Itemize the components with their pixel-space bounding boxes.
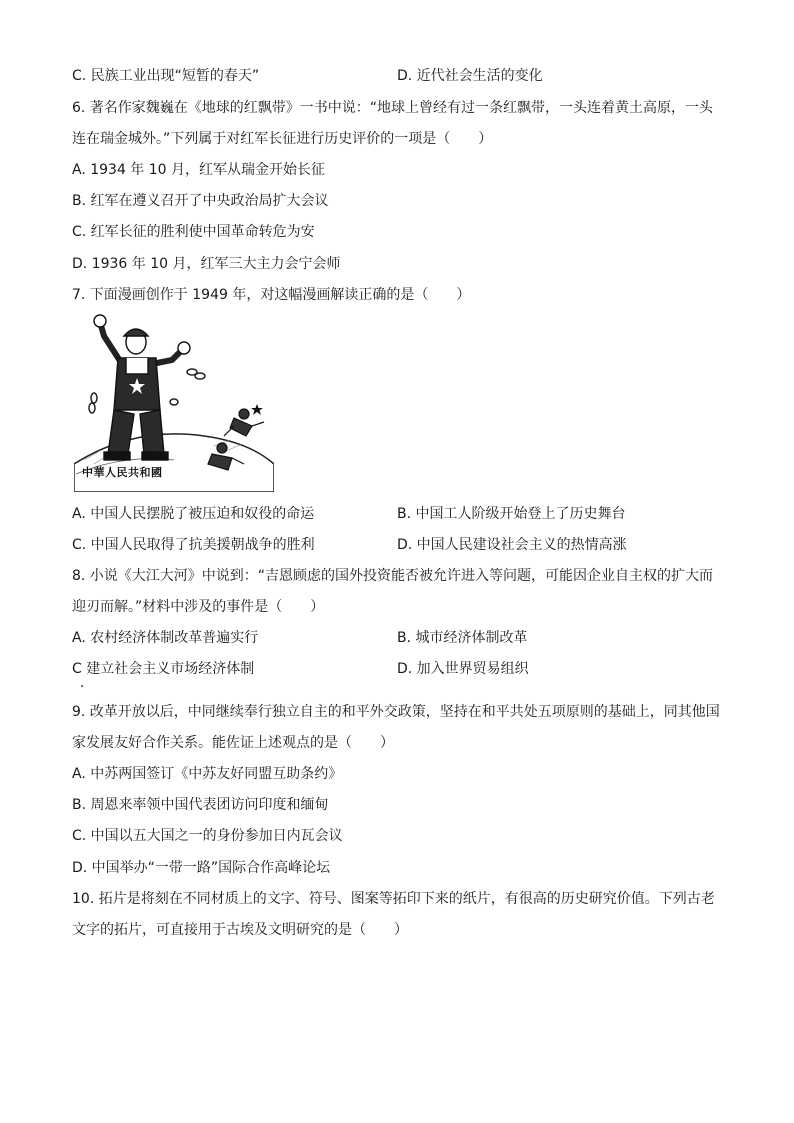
- q8-option-c: C 建立社会主义市场经济体制: [72, 661, 255, 677]
- q6-option-d: D. 1936 年 10 月，红军三大主力会宁会师: [72, 256, 341, 272]
- q5-option-d: D. 近代社会生活的变化: [397, 68, 543, 84]
- q7-option-c: C. 中国人民取得了抗美援朝战争的胜利: [72, 537, 315, 553]
- q6-option-c: C. 红军长征的胜利使中国革命转危为安: [72, 224, 315, 240]
- q10-stem-line-1: 10. 拓片是将刻在不同材质上的文字、符号、图案等拓印下来的纸片，有很高的历史研究价值。下列古老: [72, 891, 715, 907]
- q10-stem-line-2: 文字的拓片，可直接用于古埃及文明研究的是（ ）: [72, 922, 408, 938]
- q7-cartoon-image: [74, 314, 274, 492]
- q6-stem-line-1: 6. 著名作家魏巍在《地球的红飘带》一书中说：“地球上曾经有过一条红飘带，一头连着黄土高原，一头: [72, 100, 714, 116]
- q9-stem-line-1: 9. 改革开放以后，中同继续奉行独立自主的和平外交政策，坚持在和平共处五项原则的基础上，同其他国: [72, 704, 720, 720]
- q9-stem-line-2: 家发展友好合作关系。能佐证上述观点的是（ ）: [72, 735, 394, 751]
- q8-stem-line-1: 8. 小说《大江大河》中说到：“吉恩顾虑的国外投资能否被允许进入等问题，可能因企业自主权的扩大而: [72, 568, 714, 584]
- q7-option-a: A. 中国人民摆脱了被压迫和奴役的命运: [72, 506, 315, 522]
- q9-option-c: C. 中国以五大国之一的身份参加日内瓦会议: [72, 828, 343, 844]
- q6-stem-line-2: 连在瑞金城外。”下列属于对红军长征进行历史评价的一项是（ ）: [72, 131, 493, 147]
- q8-option-b: B. 城市经济体制改革: [397, 630, 528, 646]
- q9-option-a: A. 中苏两国签订《中苏友好同盟互助条约》: [72, 766, 343, 782]
- cartoon-caption: 中華人民共和國: [82, 466, 163, 479]
- q6-option-b: B. 红军在遵义召开了中央政治局扩大会议: [72, 193, 329, 209]
- q5-option-c: C. 民族工业出现“短暂的春天”: [72, 68, 260, 84]
- q9-option-d: D. 中国举办“一带一路”国际合作高峰论坛: [72, 860, 331, 876]
- q7-option-b: B. 中国工人阶级开始登上了历史舞台: [397, 506, 626, 522]
- q6-option-a: A. 1934 年 10 月，红军从瑞金开始长征: [72, 162, 326, 178]
- q8-option-a: A. 农村经济体制改革普遍实行: [72, 630, 259, 646]
- q9-option-b: B. 周恩来率领中国代表团访问印度和缅甸: [72, 797, 329, 813]
- q7-stem: 7. 下面漫画创作于 1949 年，对这幅漫画解读正确的是（ ）: [72, 287, 471, 303]
- q8-stem-line-2: 迎刃而解。”材料中涉及的事件是（ ）: [72, 599, 325, 615]
- q8-option-d: D. 加入世界贸易组织: [397, 661, 529, 677]
- stray-mark: [81, 685, 83, 687]
- q7-option-d: D. 中国人民建设社会主义的热情高涨: [397, 537, 627, 553]
